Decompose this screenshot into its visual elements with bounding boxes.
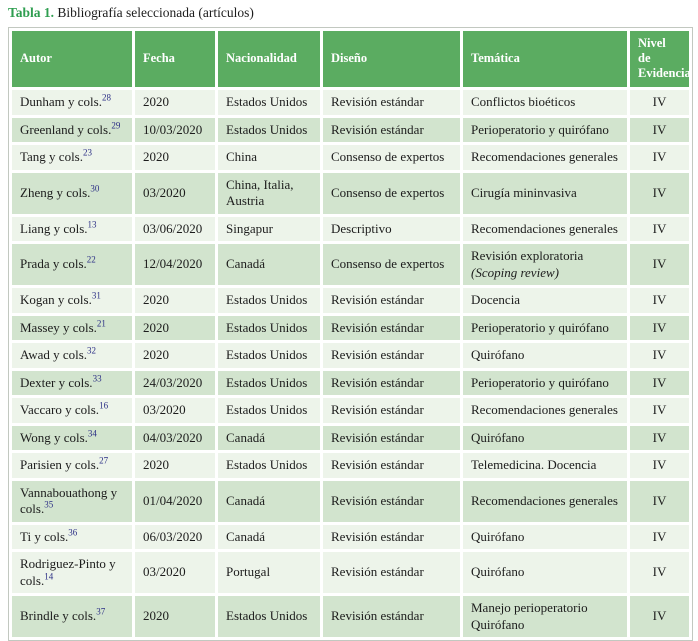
cell-tematica [463, 426, 627, 451]
tematica-line1: Cirugía mininvasiva [471, 184, 577, 200]
cell-nacionalidad: Estados Unidos [218, 90, 320, 115]
cell-fecha: 03/2020 [135, 398, 215, 423]
bibliography-table [8, 27, 693, 641]
reference-superscript: 37 [96, 606, 106, 617]
reference-superscript: 29 [111, 120, 121, 131]
tematica-line1: Recomendaciones generales [471, 149, 618, 164]
cell-tematica [463, 596, 627, 637]
author-name: Awad y cols. [20, 347, 88, 362]
cell-nacionalidad: Estados Unidos [218, 453, 320, 478]
cell-autor [12, 316, 132, 341]
cell-nivel-evidencia: IV [630, 481, 689, 522]
cell-autor [12, 343, 132, 368]
column-header-autor: Autor [12, 31, 132, 87]
cell-diseno: Consenso de expertos [323, 173, 460, 214]
table-body [12, 90, 689, 637]
table-row [12, 371, 689, 396]
table-row [12, 316, 689, 341]
cell-diseno: Revisión estándar [323, 596, 460, 637]
cell-tematica [463, 453, 627, 478]
reference-superscript: 23 [83, 147, 92, 158]
cell-nivel-evidencia: IV [630, 525, 689, 550]
cell-nacionalidad: Estados Unidos [218, 398, 320, 423]
cell-fecha: 01/04/2020 [135, 481, 215, 522]
reference-superscript: 35 [44, 499, 54, 510]
author-name: Dunham y cols. [20, 94, 102, 109]
author-name: Rodriguez-Pinto y cols. [20, 556, 116, 588]
author-name: Massey y cols. [20, 319, 97, 335]
cell-autor [12, 118, 132, 143]
table-row [12, 288, 689, 313]
cell-diseno: Consenso de expertos [323, 244, 460, 285]
cell-fecha: 04/03/2020 [135, 426, 215, 451]
cell-nivel-evidencia: IV [630, 244, 689, 285]
reference-superscript: 34 [87, 428, 97, 439]
cell-fecha: 03/06/2020 [135, 217, 215, 242]
author-name: Ti y cols. [20, 528, 69, 544]
cell-nivel-evidencia: IV [630, 453, 689, 478]
table-row [12, 343, 689, 368]
cell-tematica [463, 525, 627, 550]
cell-fecha: 24/03/2020 [135, 371, 215, 396]
column-header-fecha: Fecha [135, 31, 215, 87]
author-name: Vaccaro y cols. [20, 402, 100, 417]
cell-diseno: Revisión estándar [323, 525, 460, 550]
cell-fecha: 2020 [135, 596, 215, 637]
reference-superscript: 30 [90, 183, 100, 194]
cell-tematica [463, 118, 627, 143]
cell-nacionalidad: Portugal [218, 552, 320, 593]
cell-tematica [463, 316, 627, 341]
tematica-line1: Recomendaciones generales [471, 220, 618, 236]
table-row [12, 118, 689, 143]
cell-diseno: Consenso de expertos [323, 145, 460, 170]
cell-nivel-evidencia: IV [630, 596, 689, 637]
author-name: Prada y cols. [20, 256, 87, 272]
cell-tematica [463, 90, 627, 115]
cell-nacionalidad: Canadá [218, 481, 320, 522]
author-name: Kogan y cols. [20, 292, 92, 307]
cell-nacionalidad: Estados Unidos [218, 316, 320, 341]
column-header-nacionalidad: Nacionalidad [218, 31, 320, 87]
cell-nacionalidad: China, Italia, Austria [218, 173, 320, 214]
table-header-row [12, 31, 689, 87]
cell-autor [12, 398, 132, 423]
cell-autor [12, 525, 132, 550]
tematica-line1: Quirófano [471, 528, 525, 544]
cell-fecha: 2020 [135, 343, 215, 368]
tematica-line1: Recomendaciones generales [471, 492, 618, 508]
tematica-line1: Manejo perioperatorio [471, 600, 588, 615]
cell-tematica [463, 552, 627, 593]
cell-nivel-evidencia: IV [630, 145, 689, 170]
cell-autor [12, 481, 132, 522]
table-row [12, 244, 689, 285]
table-row [12, 90, 689, 115]
cell-tematica [463, 343, 627, 368]
cell-diseno: Revisión estándar [323, 371, 460, 396]
column-header-diseno: Diseño [323, 31, 460, 87]
cell-nacionalidad: Canadá [218, 426, 320, 451]
tematica-line1: Perioperatorio y quirófano [471, 121, 609, 137]
cell-autor [12, 173, 132, 214]
cell-diseno: Revisión estándar [323, 288, 460, 313]
cell-nivel-evidencia: IV [630, 398, 689, 423]
table-row [12, 525, 689, 550]
cell-fecha: 2020 [135, 90, 215, 115]
author-name: Vannabouathong y cols. [20, 484, 118, 516]
table-row [12, 217, 689, 242]
tematica-line1: Quirófano [471, 429, 525, 445]
reference-superscript: 31 [91, 290, 101, 301]
column-header-nivel-evidencia: Nivel de Evidencia [630, 31, 689, 87]
cell-fecha: 03/2020 [135, 173, 215, 214]
cell-nivel-evidencia: IV [630, 173, 689, 214]
cell-autor [12, 552, 132, 593]
author-name: Dexter y cols. [20, 374, 93, 390]
column-header-tematica: Temática [463, 31, 627, 87]
tematica-line1: Perioperatorio y quirófano [471, 374, 609, 390]
reference-superscript: 13 [87, 219, 97, 230]
table-row [12, 426, 689, 451]
cell-nivel-evidencia: IV [630, 90, 689, 115]
cell-tematica [463, 398, 627, 423]
reference-superscript: 14 [44, 571, 54, 582]
reference-superscript: 28 [101, 92, 111, 103]
cell-nacionalidad: Estados Unidos [218, 343, 320, 368]
tematica-line1: Quirófano [471, 347, 525, 362]
table-row [12, 145, 689, 170]
cell-tematica [463, 145, 627, 170]
reference-superscript: 32 [87, 345, 97, 356]
reference-superscript: 36 [68, 527, 78, 538]
table-row [12, 596, 689, 637]
cell-diseno: Revisión estándar [323, 481, 460, 522]
author-name: Brindle y cols. [20, 608, 97, 624]
cell-fecha: 06/03/2020 [135, 525, 215, 550]
cell-autor [12, 371, 132, 396]
table-row [12, 481, 689, 522]
cell-nivel-evidencia: IV [630, 288, 689, 313]
cell-diseno: Revisión estándar [323, 316, 460, 341]
cell-tematica [463, 244, 627, 285]
cell-diseno: Revisión estándar [323, 398, 460, 423]
cell-nacionalidad: Singapur [218, 217, 320, 242]
cell-tematica [463, 288, 627, 313]
cell-fecha: 03/2020 [135, 552, 215, 593]
cell-nivel-evidencia: IV [630, 552, 689, 593]
cell-fecha: 2020 [135, 316, 215, 341]
tematica-line1: Telemedicina. Docencia [471, 457, 597, 472]
tematica-line2: Quirófano [471, 616, 525, 632]
author-name: Wong y cols. [20, 429, 88, 445]
tematica-line1: Recomendaciones generales [471, 402, 618, 417]
cell-diseno: Revisión estándar [323, 552, 460, 593]
tematica-line1: Perioperatorio y quirófano [471, 319, 609, 335]
author-name: Greenland y cols. [20, 121, 112, 137]
cell-nacionalidad: Estados Unidos [218, 596, 320, 637]
cell-autor [12, 453, 132, 478]
cell-nacionalidad: Estados Unidos [218, 288, 320, 313]
cell-autor [12, 244, 132, 285]
cell-autor [12, 217, 132, 242]
cell-fecha: 2020 [135, 453, 215, 478]
reference-superscript: 22 [86, 254, 96, 265]
cell-nacionalidad: Estados Unidos [218, 371, 320, 396]
cell-fecha: 10/03/2020 [135, 118, 215, 143]
table-row [12, 173, 689, 214]
cell-tematica [463, 371, 627, 396]
table-caption [8, 3, 691, 23]
cell-nivel-evidencia: IV [630, 316, 689, 341]
cell-nivel-evidencia: IV [630, 118, 689, 143]
cell-fecha: 2020 [135, 288, 215, 313]
cell-diseno: Revisión estándar [323, 453, 460, 478]
author-name: Zheng y cols. [20, 184, 91, 200]
cell-autor [12, 90, 132, 115]
cell-nivel-evidencia: IV [630, 343, 689, 368]
author-name: Parisien y cols. [20, 457, 100, 472]
table-row [12, 552, 689, 593]
reference-superscript: 33 [92, 373, 102, 384]
table-caption-text: Bibliografía seleccionada (artículos) [57, 5, 254, 20]
tematica-line1: Docencia [471, 292, 521, 307]
cell-autor [12, 426, 132, 451]
cell-nacionalidad: Canadá [218, 244, 320, 285]
table-caption-label: Tabla 1. [8, 5, 55, 20]
cell-nacionalidad: Estados Unidos [218, 118, 320, 143]
cell-diseno: Revisión estándar [323, 426, 460, 451]
cell-diseno: Revisión estándar [323, 343, 460, 368]
tematica-line2: (Scoping review) [471, 264, 559, 280]
cell-fecha: 2020 [135, 145, 215, 170]
cell-nivel-evidencia: IV [630, 426, 689, 451]
cell-nacionalidad: China [218, 145, 320, 170]
cell-tematica [463, 217, 627, 242]
cell-tematica [463, 481, 627, 522]
reference-superscript: 16 [99, 400, 109, 411]
cell-diseno: Revisión estándar [323, 118, 460, 143]
tematica-line1: Revisión exploratoria [471, 248, 584, 263]
cell-autor [12, 288, 132, 313]
cell-nacionalidad: Canadá [218, 525, 320, 550]
cell-fecha: 12/04/2020 [135, 244, 215, 285]
cell-diseno: Descriptivo [323, 217, 460, 242]
tematica-line1: Quirófano [471, 564, 525, 580]
tematica-line1: Conflictos bioéticos [471, 94, 576, 109]
table-row [12, 398, 689, 423]
reference-superscript: 27 [99, 455, 109, 466]
cell-nivel-evidencia: IV [630, 217, 689, 242]
table-row [12, 453, 689, 478]
author-name: Tang y cols. [20, 149, 83, 164]
cell-tematica [463, 173, 627, 214]
reference-superscript: 21 [96, 318, 106, 329]
cell-nivel-evidencia: IV [630, 371, 689, 396]
cell-diseno: Revisión estándar [323, 90, 460, 115]
cell-autor [12, 596, 132, 637]
author-name: Liang y cols. [20, 220, 88, 236]
cell-autor [12, 145, 132, 170]
